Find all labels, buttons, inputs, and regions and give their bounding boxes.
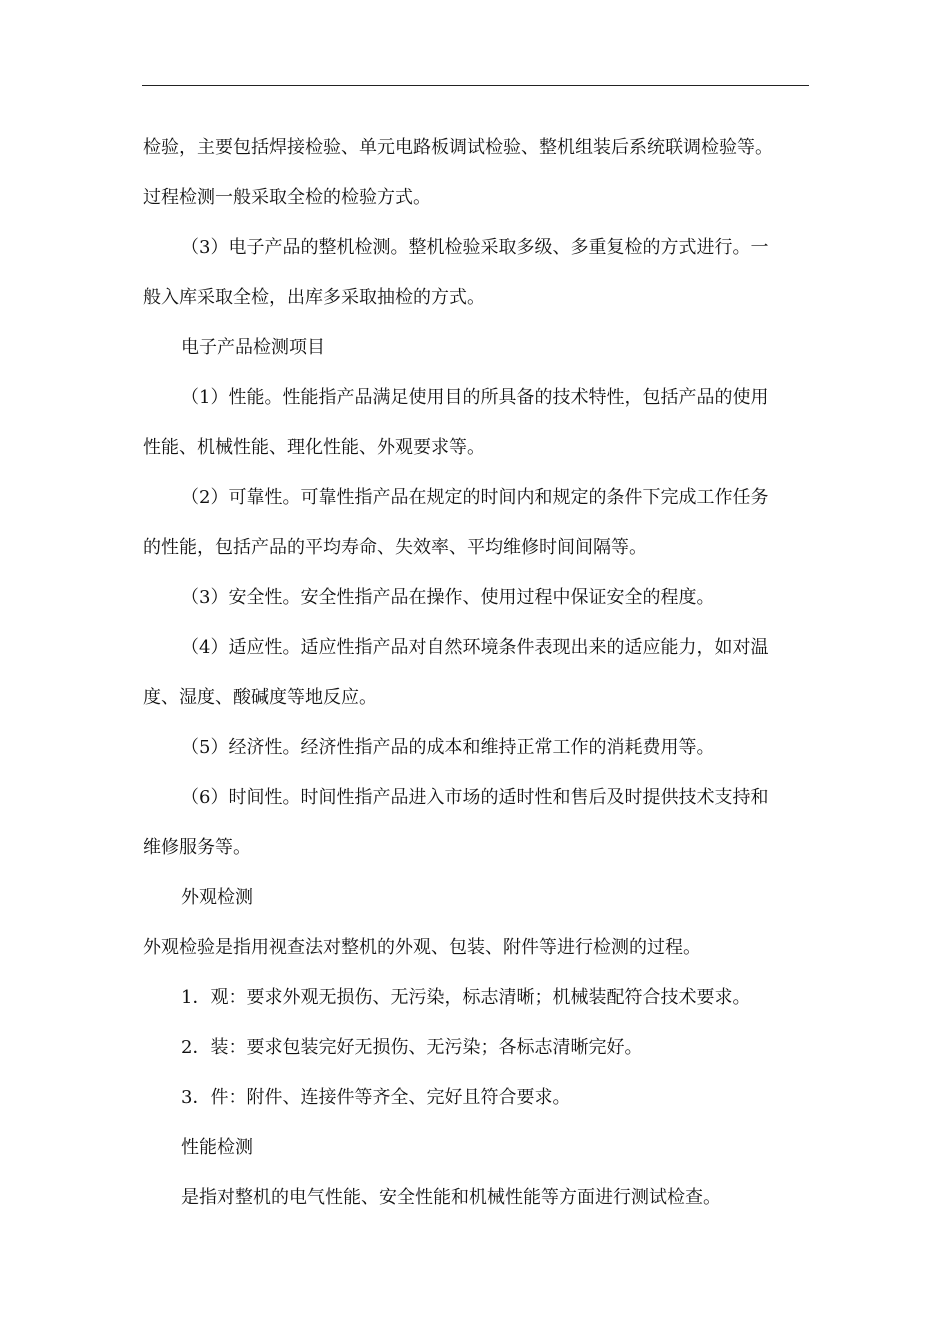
list-item: 2．装：要求包装完好无损伤、无污染；各标志清晰完好。 — [181, 1037, 643, 1058]
paragraph-line: （3）电子产品的整机检测。整机检验采取多级、多重复检的方式进行。一 — [181, 237, 769, 258]
paragraph-line: （1）性能。性能指产品满足使用目的所具备的技术特性，包括产品的使用 — [181, 387, 769, 408]
paragraph-line: 是指对整机的电气性能、安全性能和机械性能等方面进行测试检查。 — [181, 1187, 721, 1208]
paragraph-line: 检验，主要包括焊接检验、单元电路板调试检验、整机组装后系统联调检验等。 — [143, 137, 773, 158]
paragraph-line: （3）安全性。安全性指产品在操作、使用过程中保证安全的程度。 — [181, 587, 715, 608]
section-heading: 外观检测 — [181, 887, 253, 908]
paragraph-line: 性能、机械性能、理化性能、外观要求等。 — [143, 437, 485, 458]
paragraph-line: 维修服务等。 — [143, 837, 251, 858]
paragraph-line: 外观检验是指用视查法对整机的外观、包装、附件等进行检测的过程。 — [143, 937, 701, 958]
section-heading: 性能检测 — [181, 1137, 253, 1158]
paragraph-line: （6）时间性。时间性指产品进入市场的适时性和售后及时提供技术支持和 — [181, 787, 769, 808]
paragraph-line: （4）适应性。适应性指产品对自然环境条件表现出来的适应能力，如对温 — [181, 637, 769, 658]
list-item: 3．件：附件、连接件等齐全、完好且符合要求。 — [181, 1087, 571, 1108]
document-body — [143, 123, 811, 1223]
paragraph-line: 般入库采取全检，出库多采取抽检的方式。 — [143, 287, 485, 308]
paragraph-line: 度、湿度、酸碱度等地反应。 — [143, 687, 377, 708]
paragraph-line: 的性能，包括产品的平均寿命、失效率、平均维修时间间隔等。 — [143, 537, 647, 558]
paragraph-line: （2）可靠性。可靠性指产品在规定的时间内和规定的条件下完成工作任务 — [181, 487, 769, 508]
paragraph-line: （5）经济性。经济性指产品的成本和维持正常工作的消耗费用等。 — [181, 737, 715, 758]
section-heading: 电子产品检测项目 — [181, 337, 325, 358]
header-rule — [142, 85, 809, 86]
list-item: 1．观：要求外观无损伤、无污染，标志清晰；机械装配符合技术要求。 — [181, 987, 751, 1008]
paragraph-line: 过程检测一般采取全检的检验方式。 — [143, 187, 431, 208]
